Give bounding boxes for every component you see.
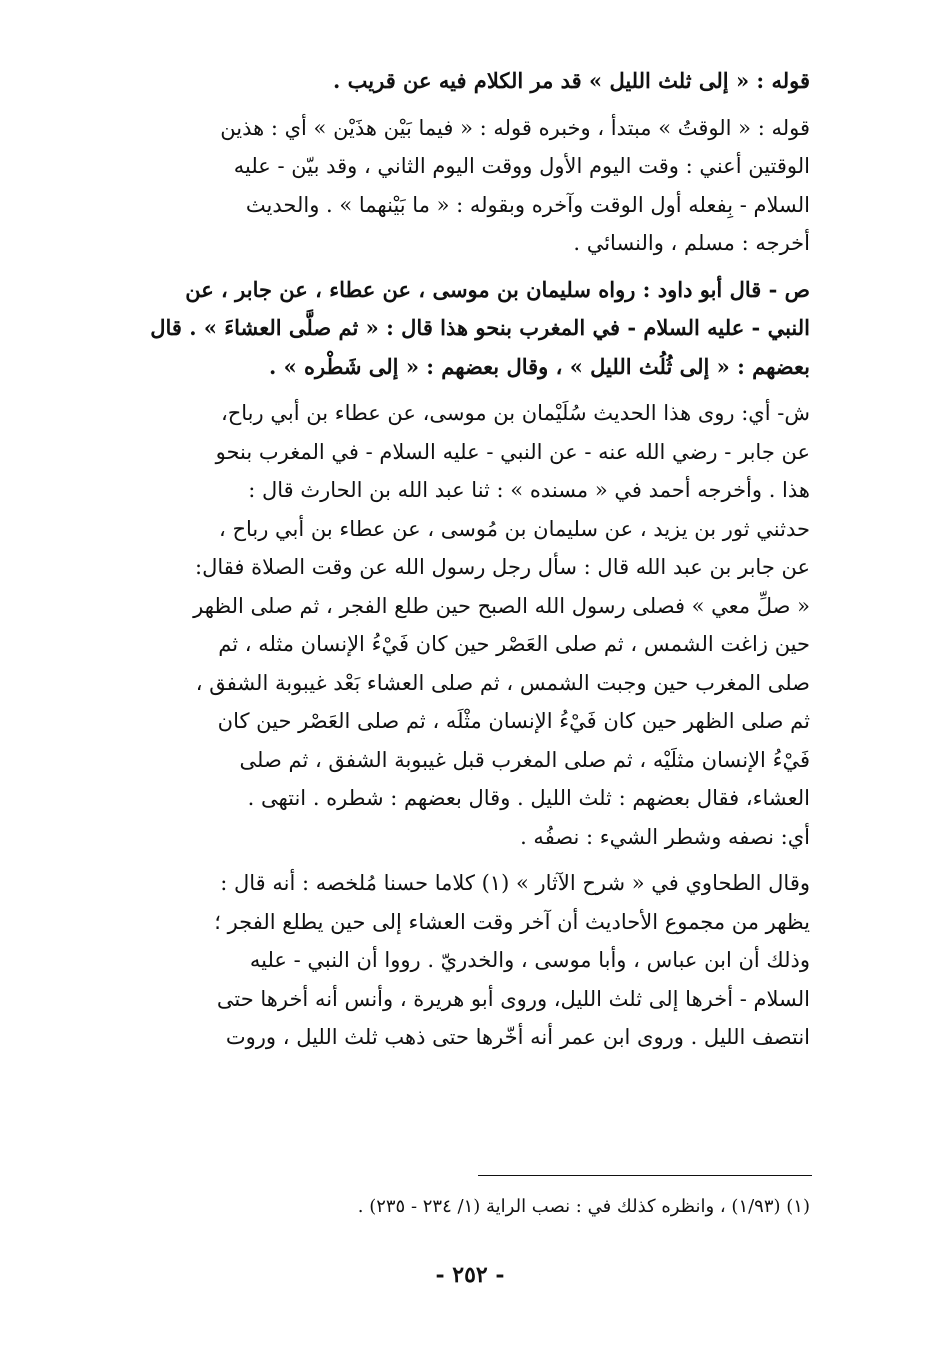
text-line: عن جابر - رضي الله عنه - عن النبي - عليه السلام - في المغرب بنحو — [215, 439, 810, 464]
text-line: ش- أي: روى هذا الحديث سُلَيْمان بن موسى، عن عطاء بن أبي رباح، — [220, 401, 810, 425]
text-line: وذلك أن ابن عباس ، وأبا موسى ، والخدريّ . رووا أن النبي - عليه — [249, 948, 810, 972]
text-line: فَيْءُ الإنسان مثلَيْه ، ثم صلى المغرب قبل غيبوبة الشفق ، ثم صلى — [239, 747, 810, 772]
footnote-divider — [478, 1175, 812, 1176]
text-line: السلام - أخرها إلى ثلث الليل، وروى أبو هريرة ، وأنس أنه أخرها حتى — [216, 986, 810, 1011]
paragraph — [128, 271, 810, 387]
text-line: حدثني ثور بن يزيد ، عن سليمان بن مُوسى ، عن عطاء بن أبي رباح ، — [218, 516, 810, 541]
text-line: العشاء، فقال بعضهم : ثلث الليل . وقال بعضهم : شطره . انتهى . — [247, 786, 810, 810]
text-line: هذا . وأخرجه أحمد في « مسنده » : ثنا عبد الله بن الحارث قال : — [248, 478, 810, 502]
text-line: النبي - عليه السلام - في المغرب بنحو هذا قال : « ثم صلَّى العشاءَ » . قال — [150, 315, 810, 340]
main-text — [128, 62, 810, 1065]
text-line: أخرجه : مسلم ، والنسائي . — [573, 231, 810, 255]
text-line: ص - قال أبو داود : رواه سليمان بن موسى ، عن عطاء ، عن جابر ، عن — [185, 276, 810, 302]
text-line: حين زاغت الشمس ، ثم صلى العَصْر حين كان فَيْءُ الإنسان مثله ، ثم — [218, 632, 810, 656]
footnote: (١) (١/٩٣) ، وانظره كذلك في : نصب الراية (١/ ٢٣٤ - ٢٣٥) . — [357, 1196, 810, 1217]
text-line: انتصف الليل . وروى ابن عمر أنه أخّرها حتى ذهب ثلث الليل ، وروت — [225, 1025, 810, 1049]
page-number: - ٢٥٢ - — [435, 1262, 505, 1288]
paragraph — [128, 62, 810, 101]
text-line: بعضهم : « إلى ثُلُث الليل » ، وقال بعضهم : « إلى شَطْره » . — [268, 353, 810, 379]
text-line: أي: نصفه وشطر الشيء : نصفُه . — [520, 824, 810, 849]
text-line: عن جابر بن عبد الله قال : سأل رجل رسول الله عن وقت الصلاة فقال: — [195, 555, 810, 579]
paragraph — [128, 864, 810, 1057]
text-line: صلى المغرب حين وجبت الشمس ، ثم صلى العشاء بَعْد غيبوبة الشفق ، — [195, 670, 810, 695]
paragraph — [128, 394, 810, 856]
text-line: ثم صلى الظهر حين كان فَيْءُ الإنسان مثْلَه ، ثم صلى العَصْر حين كان — [217, 709, 810, 733]
text-line: وقال الطحاوي في « شرح الآثار » (١) كلاما حسنا مُلخصه : أنه قال : — [220, 871, 810, 895]
text-line: قوله : « إلى ثلث الليل » قد مر الكلام فيه عن قريب . — [333, 68, 810, 93]
text-line: قوله : « الوقتُ » مبتدأ ، وخبره قوله : « فيما بَيْن هذَيْن » أي : هذين — [220, 115, 810, 140]
text-line: الوقتين أعني : وقت اليوم الأول ووقت اليوم الثاني ، وقد بيّن - عليه — [233, 154, 810, 178]
paragraph — [128, 109, 810, 263]
text-line: السلام - بِفعله أول الوقت وآخره وبقوله : « ما بَيْنهما » . والحديث — [245, 192, 810, 217]
text-line: « صلِّ معي » فصلى رسول الله الصبح حين طلع الفجر ، ثم صلى الظهر — [193, 593, 810, 618]
text-line: يظهر من مجموع الأحاديث أن آخر وقت العشاء إلى حين يطلع الفجر ؛ — [214, 909, 810, 934]
